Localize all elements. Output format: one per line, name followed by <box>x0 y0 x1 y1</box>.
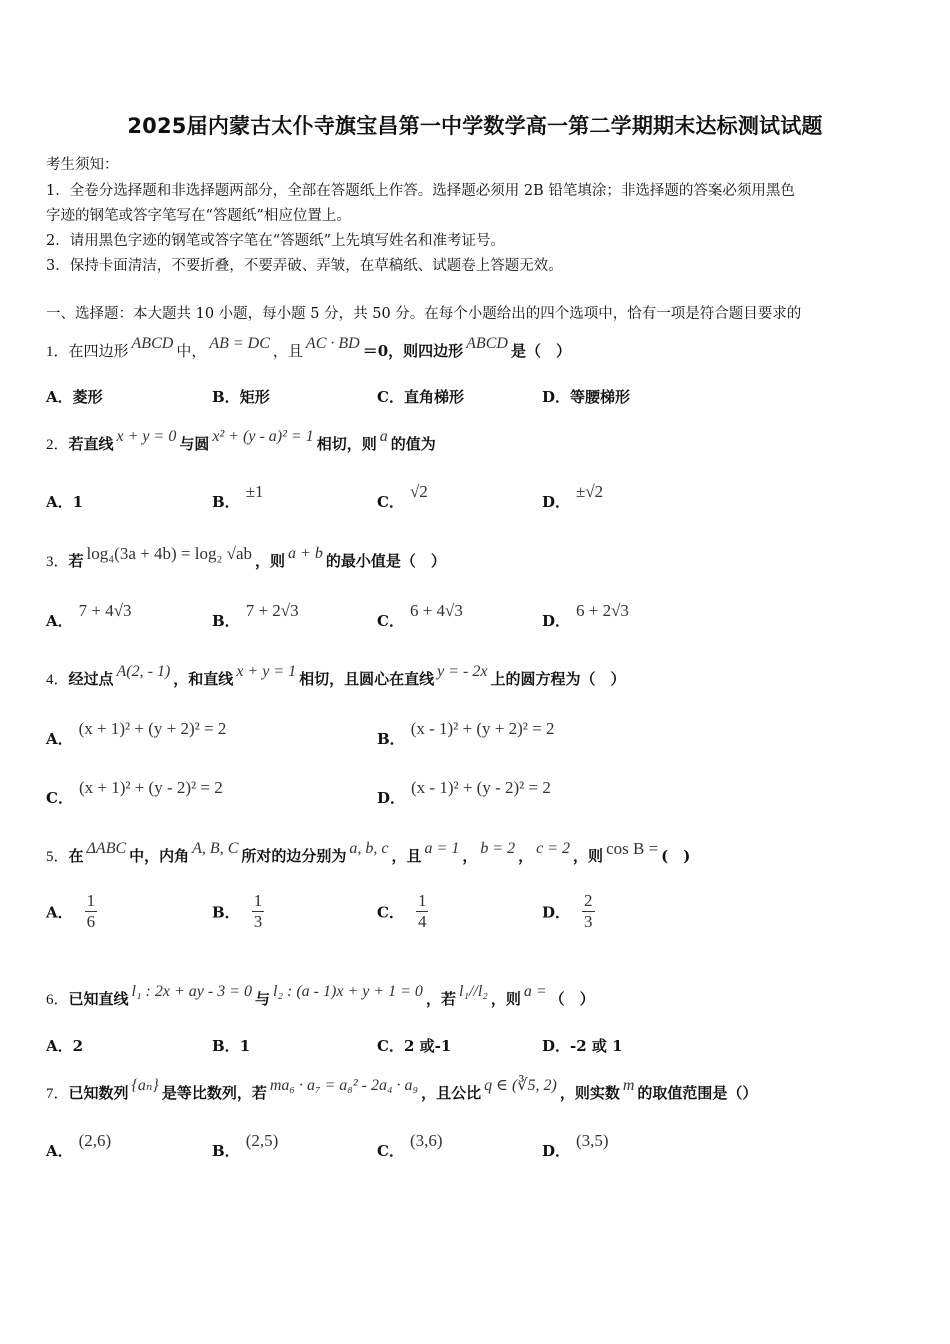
option-a: A．2 <box>46 1037 84 1055</box>
option-b: B．7 + 2√3 <box>212 601 299 630</box>
question-text: 经过点 <box>68 670 114 688</box>
question-text: ，若 <box>425 990 456 1008</box>
option-a: A．菱形 <box>46 388 103 406</box>
question-1 <box>46 335 571 361</box>
option-a: A．(2,6) <box>46 1131 112 1160</box>
math-expression: ΔABC <box>86 840 127 857</box>
fraction: $\frac{1}{4}$ <box>417 891 427 931</box>
option-d: D．±√2 <box>542 482 604 511</box>
question-number: 6． <box>46 992 69 1008</box>
section-heading: 一、选择题：本大题共 10 小题，每小题 5 分，共 50 分。在每个小题给出的四个选项中，恰有一项是符合题目要求的 <box>46 306 802 322</box>
math-expression: l₁//l₂ <box>458 983 488 1000</box>
math-expression: AB = DC <box>209 335 270 352</box>
math-expression: AC · BD <box>305 335 360 352</box>
question-number: 7． <box>46 1086 69 1102</box>
question-text: ，和直线 <box>173 670 234 688</box>
math-expression: A, B, C <box>192 840 239 857</box>
math-expression: m <box>622 1077 635 1094</box>
option-c: C．6 + 4√3 <box>377 601 463 630</box>
math-expression: ma₆ · a₇ = a₈² - 2a₄ · a₉ <box>269 1077 419 1094</box>
question-text: 中， <box>176 342 207 360</box>
question-text: ， <box>518 847 534 865</box>
option-c: C．2 或-1 <box>377 1037 452 1055</box>
math-expression: a <box>379 428 388 445</box>
option-c: C． $\frac{1}{4}$ <box>377 891 427 931</box>
option-c: C．直角梯形 <box>377 388 464 406</box>
math-expression: A(2, - 1) <box>116 663 171 680</box>
fraction: $\frac{1}{3}$ <box>253 891 263 931</box>
notice-line-1b: 字迹的钢笔或答字笔写在“答题纸”相应位置上。 <box>46 208 351 224</box>
math-expression: {aₙ} <box>131 1077 159 1094</box>
option-c: C．(x + 1)² + (y - 2)² = 2 <box>46 778 223 807</box>
notice-line-1: 1．全卷分选择题和非选择题两部分，全部在答题纸上作答。选择题必须用 2B 铅笔填涂；非选择题的答案必须用黑色 <box>46 183 795 199</box>
question-text: 上的圆方程为（ ） <box>490 670 626 688</box>
math-expression: a, b, c <box>349 840 389 857</box>
math-expression: q ∈ (∛5, 2) <box>484 1077 557 1094</box>
question-text: 与圆 <box>179 435 210 453</box>
question-text: 所对的边分别为 <box>241 847 347 865</box>
math-expression: y = - 2x <box>437 663 488 680</box>
option-d: D．-2 或 1 <box>542 1037 623 1055</box>
option-b: B． $\frac{1}{3}$ <box>212 891 263 931</box>
math-expression: l₁ : 2x + ay - 3 = 0 <box>131 983 252 1000</box>
question-text: 已知数列 <box>68 1084 129 1102</box>
question-6 <box>46 983 595 1009</box>
question-text: ，且 <box>391 847 422 865</box>
question-text: 是等比数列，若 <box>161 1084 267 1102</box>
math-expression: a + b <box>288 545 323 562</box>
option-a: A．(x + 1)² + (y + 2)² = 2 <box>46 719 227 748</box>
math-expression: x + y = 0 <box>116 428 177 445</box>
math-expression: a = 1 <box>424 840 460 857</box>
question-text: 的取值范围是（） <box>637 1084 758 1102</box>
notice-line-3: 3．保持卡面清洁，不要折叠，不要弄破、弄皱，在草稿纸、试题卷上答题无效。 <box>46 258 563 274</box>
option-c: C．(3,6) <box>377 1131 443 1160</box>
question-number: 5． <box>46 849 69 865</box>
question-text: （ ） <box>549 990 595 1008</box>
question-text: ，则 <box>255 552 286 570</box>
math-expression: ABCD <box>466 335 508 352</box>
question-text: 在四边形 <box>68 342 129 360</box>
question-text: ( ) <box>661 847 691 865</box>
question-text: ，则 <box>490 990 521 1008</box>
question-text: 相切，则 <box>316 435 377 453</box>
math-expression: log₄(3a + 4b) = log₂ √ab <box>86 544 252 563</box>
option-b: B．±1 <box>212 482 264 511</box>
math-expression: x + y = 1 <box>236 663 297 680</box>
option-d: D．(x - 1)² + (y - 2)² = 2 <box>377 778 551 807</box>
question-3 <box>46 544 446 571</box>
question-text: ， <box>462 847 478 865</box>
math-expression: b = 2 <box>480 840 516 857</box>
option-b: B．矩形 <box>212 388 270 406</box>
question-number: 1． <box>46 344 69 360</box>
fraction: $\frac{2}{3}$ <box>584 891 593 931</box>
question-text: 若 <box>68 552 84 570</box>
option-d: D．6 + 2√3 <box>542 601 629 630</box>
question-7 <box>46 1077 758 1103</box>
option-a: A．1 <box>46 493 84 511</box>
math-expression: l₂ : (a - 1)x + y + 1 = 0 <box>273 983 423 1000</box>
question-text: 的值为 <box>390 435 436 453</box>
question-text: 的最小值是（ ） <box>325 552 446 570</box>
fraction: $\frac{1}{6}$ <box>86 891 96 931</box>
question-text: 与 <box>255 990 271 1008</box>
question-text: ，则实数 <box>559 1084 620 1102</box>
question-text: ，则 <box>573 847 604 865</box>
question-text: 在 <box>68 847 84 865</box>
option-a: A． $\frac{1}{6}$ <box>46 891 96 931</box>
math-expression: x² + (y - a)² = 1 <box>212 428 314 445</box>
option-b: B．(2,5) <box>212 1131 279 1160</box>
question-4 <box>46 663 626 689</box>
question-text: ＝0，则四边形 <box>362 342 464 360</box>
question-text: ，且 <box>272 342 303 360</box>
option-d: D． $\frac{2}{3}$ <box>542 891 593 931</box>
option-b: B．(x - 1)² + (y + 2)² = 2 <box>377 719 555 748</box>
option-d: D．等腰梯形 <box>542 388 631 406</box>
math-expression: c = 2 <box>536 840 571 857</box>
question-text: 若直线 <box>68 435 114 453</box>
notice-heading: 考生须知： <box>46 157 119 173</box>
notice-line-2: 2．请用黑色字迹的钢笔或答字笔在“答题纸”上先填写姓名和准考证号。 <box>46 233 506 249</box>
question-number: 3． <box>46 554 69 570</box>
option-c: C．√2 <box>377 482 428 511</box>
question-2 <box>46 428 436 454</box>
question-text: 中，内角 <box>129 847 190 865</box>
math-expression: cos B = <box>606 839 659 858</box>
question-text: 是（ ） <box>510 342 571 360</box>
question-number: 2． <box>46 437 69 453</box>
question-number: 4． <box>46 672 69 688</box>
question-5 <box>46 839 691 866</box>
option-b: B．1 <box>212 1037 251 1055</box>
option-d: D．(3,5) <box>542 1131 609 1160</box>
math-expression: a = <box>523 983 547 1000</box>
question-text: 已知直线 <box>68 990 129 1008</box>
option-a: A．7 + 4√3 <box>46 601 132 630</box>
question-text: 相切，且圆心在直线 <box>299 670 435 688</box>
math-expression: ABCD <box>131 335 174 352</box>
page-title: 2025届内蒙古太仆寺旗宝昌第一中学数学高一第二学期期末达标测试试题 <box>127 114 823 138</box>
question-text: ，且公比 <box>421 1084 482 1102</box>
